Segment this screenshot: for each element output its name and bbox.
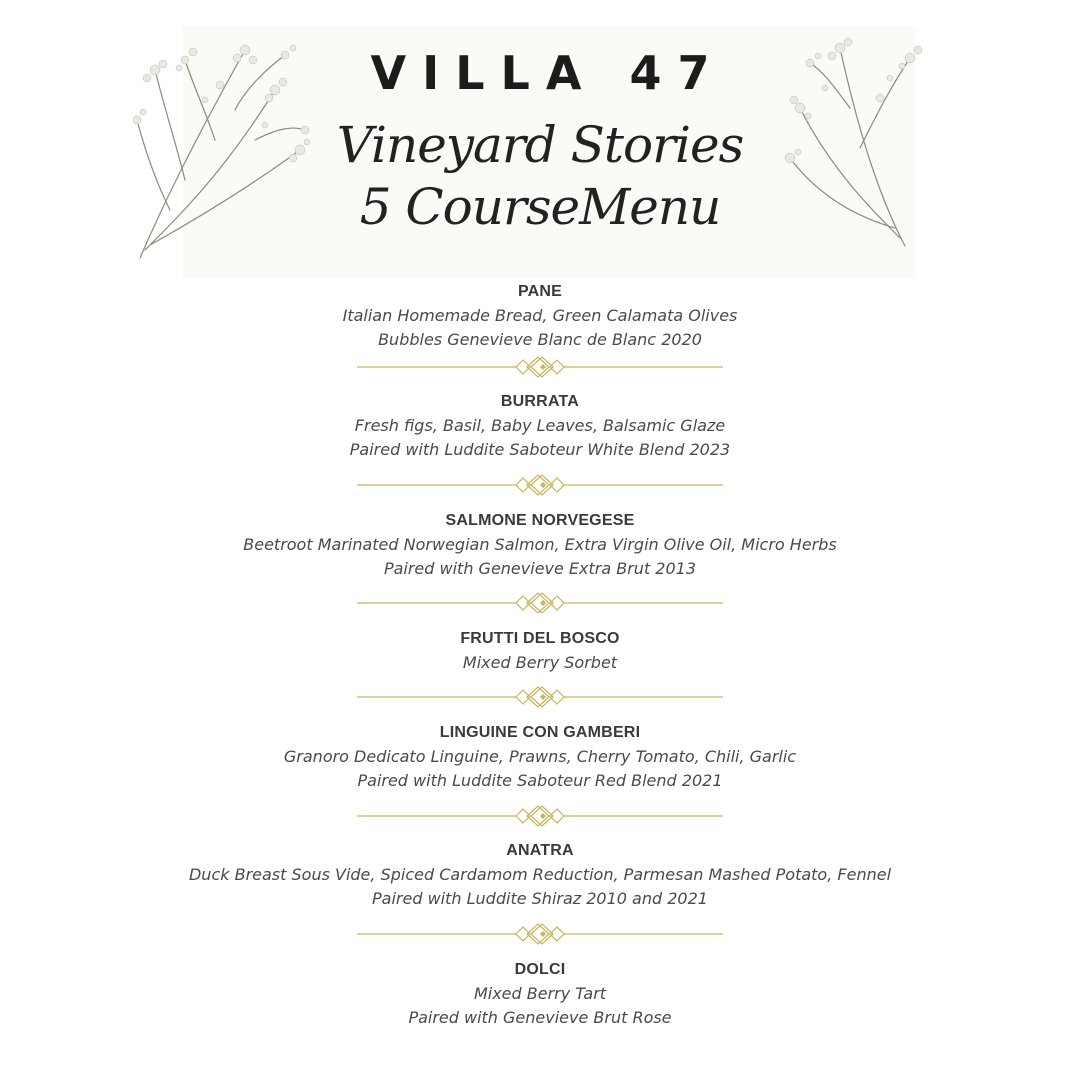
course-linguine-con-gamberi bbox=[0, 721, 1080, 793]
course-anatra bbox=[0, 839, 1080, 911]
course-name: PANE bbox=[517, 283, 563, 300]
menu-subtitle: 5 CourseMenu bbox=[359, 178, 721, 236]
brand-name: VILLA 47 bbox=[370, 46, 726, 100]
course-name: BURRATA bbox=[500, 393, 580, 410]
ornament-divider-icon bbox=[357, 804, 723, 828]
menu-title: Vineyard Stories bbox=[336, 116, 744, 174]
course-pairing: Paired with Genevieve Extra Brut 2013 bbox=[383, 559, 697, 578]
course-pairing: Bubbles Genevieve Blanc de Blanc 2020 bbox=[378, 330, 702, 349]
course-description: Duck Breast Sous Vide, Spiced Cardamom Reduction, Parmesan Mashed Potato, Fennel bbox=[188, 865, 892, 884]
course-dolci bbox=[0, 958, 1080, 1030]
course-name: DOLCI bbox=[514, 961, 566, 978]
course-pairing: Paired with Luddite Saboteur Red Blend 2021 bbox=[357, 771, 723, 790]
course-description: Mixed Berry Sorbet bbox=[462, 653, 618, 672]
course-salmone-norvegese bbox=[0, 509, 1080, 581]
course-pairing: Paired with Luddite Saboteur White Blend 2023 bbox=[349, 440, 731, 459]
course-burrata bbox=[0, 390, 1080, 462]
course-pairing: Paired with Luddite Shiraz 2010 and 2021 bbox=[372, 889, 708, 908]
course-description: Mixed Berry Tart bbox=[473, 984, 607, 1003]
ornament-divider-icon bbox=[357, 473, 723, 497]
course-description: Fresh figs, Basil, Baby Leaves, Balsamic Glaze bbox=[354, 416, 726, 435]
ornament-divider-icon bbox=[357, 591, 723, 615]
course-description: Granoro Dedicato Linguine, Prawns, Cherry Tomato, Chili, Garlic bbox=[283, 747, 797, 766]
course-name: FRUTTI DEL BOSCO bbox=[460, 630, 620, 647]
ornament-divider-icon bbox=[357, 922, 723, 946]
course-description: Beetroot Marinated Norwegian Salmon, Extra Virgin Olive Oil, Micro Herbs bbox=[243, 535, 837, 554]
ornament-divider-icon bbox=[357, 355, 723, 379]
course-name: SALMONE NORVEGESE bbox=[445, 512, 635, 529]
course-description: Italian Homemade Bread, Green Calamata Olives bbox=[342, 306, 738, 325]
course-pairing: Paired with Genevieve Brut Rose bbox=[408, 1008, 672, 1027]
course-name: ANATRA bbox=[506, 842, 574, 859]
course-name: LINGUINE CON GAMBERI bbox=[439, 724, 641, 741]
ornament-divider-icon bbox=[357, 685, 723, 709]
course-pane bbox=[0, 280, 1080, 352]
course-frutti-del-bosco bbox=[0, 627, 1080, 675]
